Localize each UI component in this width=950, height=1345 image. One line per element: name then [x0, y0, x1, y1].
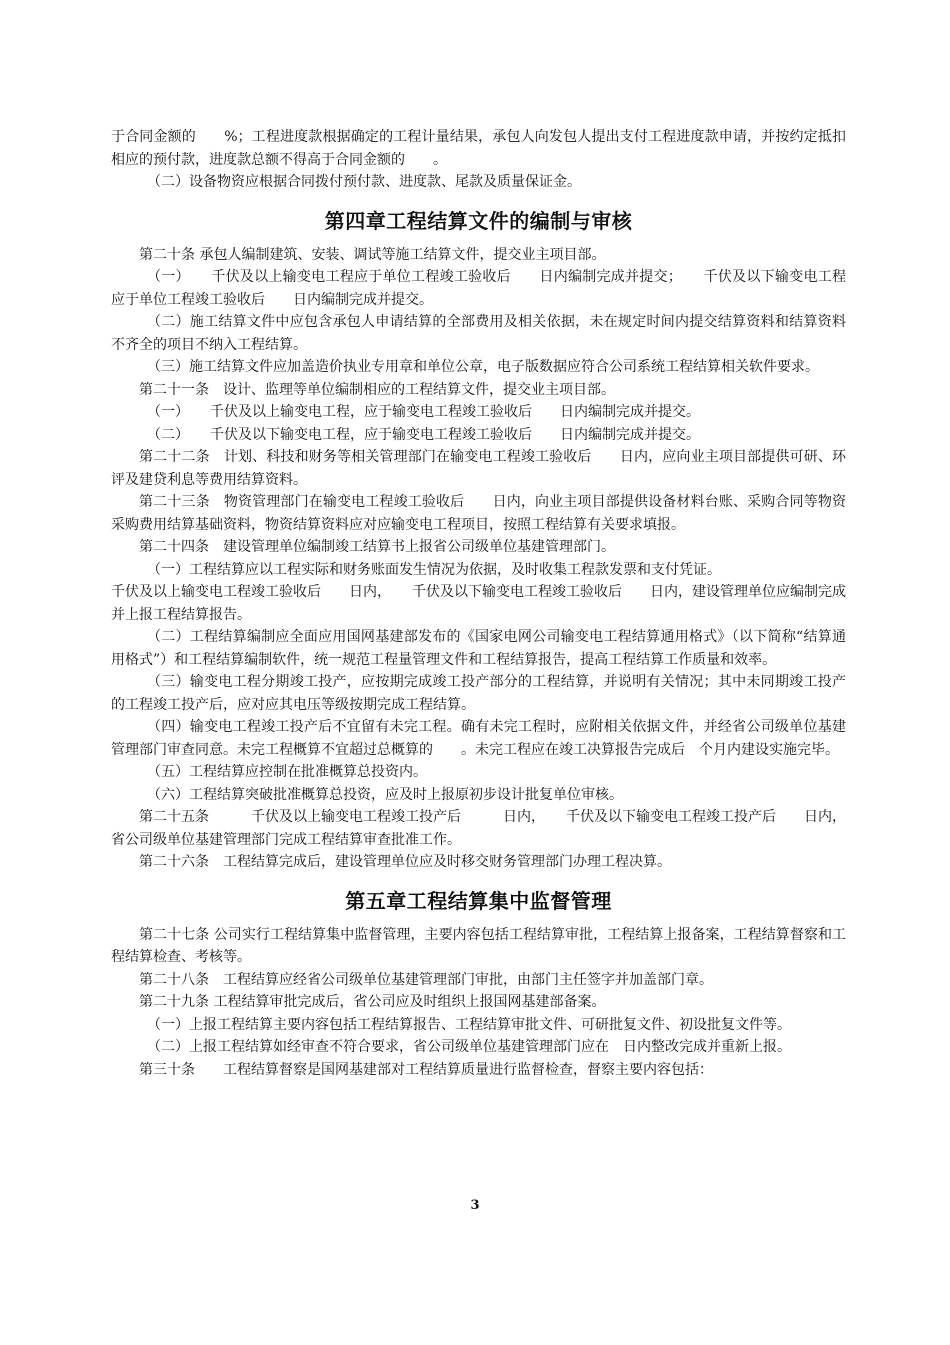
article-26: 第二十六条 工程结算完成后，建设管理单位应及时移交财务管理部门办理工程决算。 [139, 854, 671, 870]
paragraph: （二）工程结算编制应全面应用国网基建部发布的《国家电网公司输变电工程结算通用格式》（以下简称“结算通用格式”）和工程结算编制软件，统一规范工程量管理文件和工程结算报告，提高工程结算工作质量和效率。 [111, 629, 846, 668]
paragraph: 于合同金额的 %；工程进度款根据确定的工程计量结果，承包人向发包人提出支付工程进度款申请，并按约定抵扣相应的预付款，进度款总额不得高于合同金额的 。 [111, 129, 846, 168]
paragraph: （五）工程结算应控制在批准概算总投资内。 [147, 764, 427, 780]
chapter-4-heading: 第四章工程结算文件的编制与审核 [324, 208, 633, 233]
paragraph: （六）工程结算突破批准概算总投资，应及时上报原初步设计批复单位审核。 [147, 786, 623, 803]
paragraph: （三）输变电工程分期竣工投产，应按期完成竣工投产部分的工程结算，并说明有关情况；其中未同期竣工投产的工程竣工投产后，应对应其电压等级按期完成工程结算。 [111, 674, 846, 713]
article-27: 第二十七条 公司实行工程结算集中监督管理，主要内容包括工程结算审批，工程结算上报备案，工程结算督察和工程结算检查、考核等。 [111, 926, 846, 965]
article-29: 第二十九条 工程结算审批完成后，省公司应及时组织上报国网基建部备案。 [139, 994, 606, 1010]
article-20: 第二十条 承包人编制建筑、安装、调试等施工结算文件，提交业主项目部。 [139, 246, 606, 263]
paragraph: （二）上报工程结算如经审查不符合要求，省公司级单位基建管理部门应在 日内整改完成并重新上报。 [147, 1039, 791, 1055]
page-number: 3 [470, 1198, 480, 1213]
paragraph: （四）输变电工程竣工投产后不宜留有未完工程。确有未完工程时，应附相关依据文件，并经省公司级单位基建管理部门审查同意。未完工程概算不宜超过总概算的 。未完工程应在竣工决算报告完成后 个月内建设实施完毕。 [111, 719, 846, 758]
paragraph: （一） 千伏及以上输变电工程应于单位工程竣工验收后 日内编制完成并提交； 千伏及以下输变电工程应于单位工程竣工验收后 日内编制完成并提交。 [111, 269, 846, 308]
chapter-5-heading: 第五章工程结算集中监督管理 [345, 888, 612, 913]
paragraph: （一）工程结算应以工程实际和财务账面发生情况为依据，及时收集工程款发票和支付凭证。 [147, 561, 721, 578]
paragraph: （一） 千伏及以上输变电工程，应于输变电工程竣工验收后 日内编制完成并提交。 [147, 404, 700, 420]
article-23: 第二十三条 物资管理部门在输变电工程竣工验收后 日内，向业主项目部提供设备材料台账、采购合同等物资采购费用结算基础资料，物资结算资料应对应输变电工程项目，按照工程结算有关要求填报。 [111, 494, 846, 533]
article-21: 第二十一条 设计、监理等单位编制相应的工程结算文件，提交业主项目部。 [139, 381, 615, 398]
article-24: 第二十四条 建设管理单位编制竣工结算书上报省公司级单位基建管理部门。 [139, 539, 615, 555]
article-30: 第三十条 工程结算督察是国网基建部对工程结算质量进行监督检查，督察主要内容包括： [139, 1061, 713, 1078]
article-28: 第二十八条 工程结算应经省公司级单位基建管理部门审批，由部门主任签字并加盖部门章。 [139, 971, 713, 988]
document-body [111, 126, 846, 1081]
paragraph: 千伏及以上输变电工程竣工验收后 日内， 千伏及以下输变电工程竣工验收后 日内，建设管理单位应编制完成并上报工程结算报告。 [111, 584, 846, 623]
article-25: 第二十五条 千伏及以上输变电工程竣工投产后 日内， 千伏及以下输变电工程竣工投产后 日内，省公司级单位基建管理部门完成工程结算审查批准工作。 [111, 809, 846, 848]
paragraph: （三）施工结算文件应加盖造价执业专用章和单位公章，电子版数据应符合公司系统工程结算相关软件要求。 [147, 359, 819, 375]
paragraph: （一）上报工程结算主要内容包括工程结算报告、工程结算审批文件、可研批复文件、初设批复文件等。 [147, 1016, 791, 1033]
paragraph: （二）施工结算文件中应包含承包人申请结算的全部费用及相关依据，未在规定时间内提交结算资料和结算资料不齐全的项目不纳入工程结算。 [111, 314, 846, 353]
paragraph: （二）设备物资应根据合同拨付预付款、进度款、尾款及质量保证金。 [147, 174, 581, 190]
article-22: 第二十二条 计划、科技和财务等相关管理部门在输变电工程竣工验收后 日内，应向业主项目部提供可研、环评及建贷利息等费用结算资料。 [111, 449, 846, 488]
paragraph: （二） 千伏及以下输变电工程，应于输变电工程竣工验收后 日内编制完成并提交。 [147, 426, 700, 443]
